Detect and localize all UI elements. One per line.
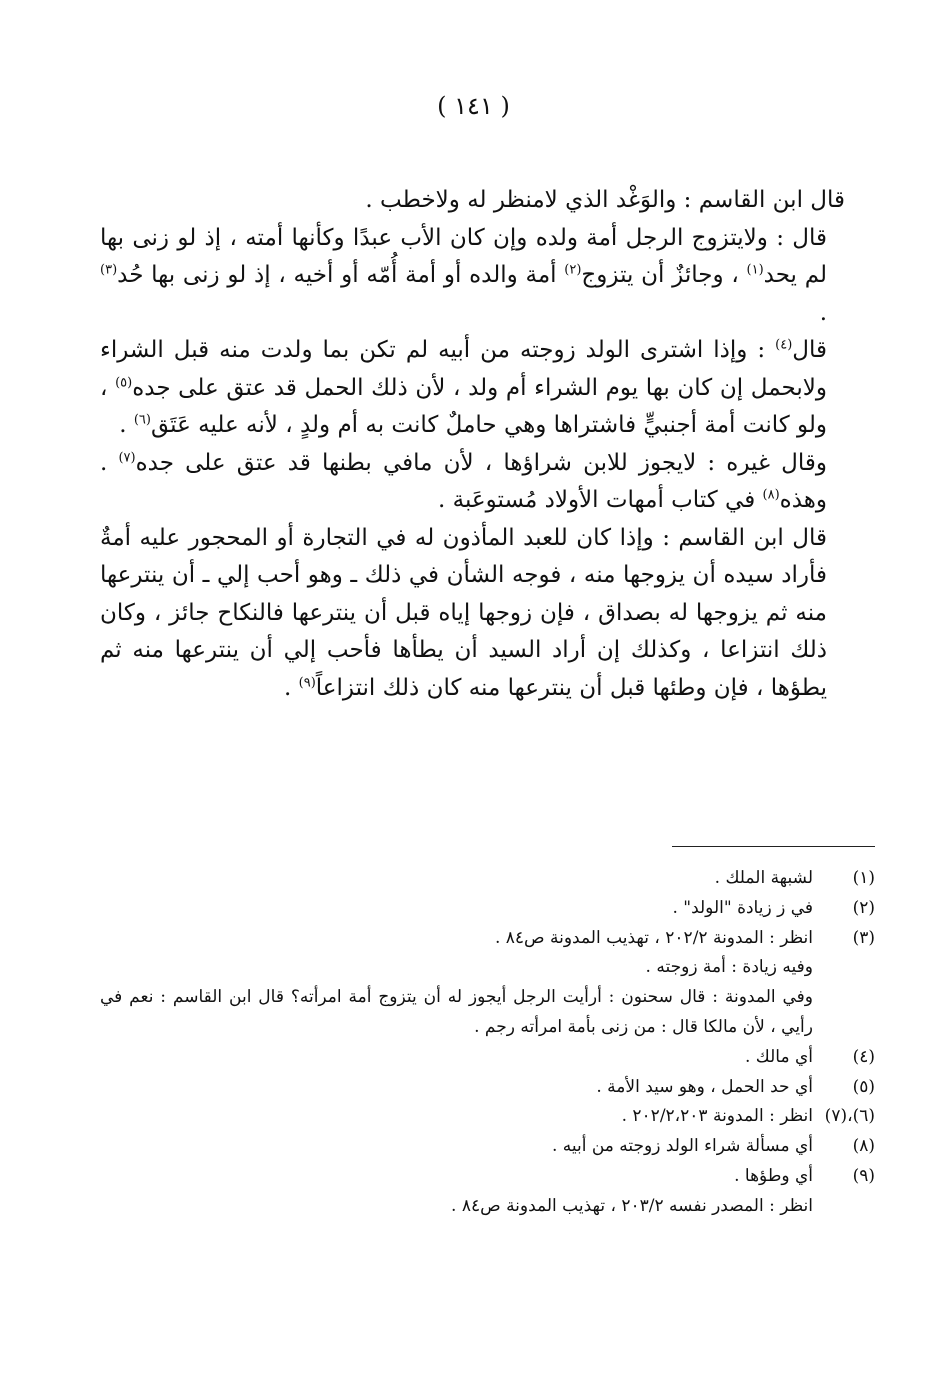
- paragraph: [100, 182, 845, 220]
- footnote-number: (٩): [852, 1165, 875, 1186]
- footnote-ref: (٨): [762, 487, 780, 503]
- page-number: ( ١٤١ ): [437, 92, 510, 120]
- main-text: [100, 182, 845, 707]
- footnote: [100, 1102, 875, 1132]
- footnote-number: (٨): [852, 1136, 875, 1157]
- footnote-text: انظر : المدونة ٢٠٢/٢،٢٠٣ .: [621, 1106, 813, 1127]
- paragraph: [100, 332, 845, 445]
- footnote-ref: (٦): [133, 412, 151, 428]
- text-segment: قال ابن القاسم : وإذا كان للعبد المأذون له في التجارة أو المحجور عليه أمةٌ فأراد سيده أن يزوجها منه ، فوجه الشأن في ذلك ـ وهو أحب إلي ـ أن ينترعها منه ثم يزوجها له بصداق ، فإن زوجها إياه قبل أن ينترعها فالنكاح جائز ، وكان ذلك انتزاعا ، وكذلك إن أراد السيد أن يطأها فأحب إلي أن ينترعها منه ثم يطؤها ، فإن وطئها قبل أن ينترعها منه كان ذلك انتزاعاً: [100, 524, 827, 701]
- footnote-ref: (١): [746, 262, 764, 278]
- footnote-text: في ز زيادة "الولد" .: [672, 897, 813, 918]
- text-segment: : وإذا اشترى الولد زوجته من أبيه لم تكن بما ولدت منه قبل الشراء ولابحمل إن كان بها يوم الشراء أم ولد ، لأن ذلك الحمل قد عتق على جده: [100, 337, 827, 401]
- footnote-ref: (٥): [115, 374, 133, 390]
- footnote: [100, 894, 875, 924]
- footnote-continuation: وفيه زيادة : أمة زوجته .: [645, 957, 813, 978]
- footnote-number: (٦)،(٧): [824, 1106, 875, 1127]
- text-segment: .: [819, 299, 827, 326]
- footnote-separator: [672, 846, 875, 847]
- footnote-text: لشبهة الملك .: [714, 868, 813, 888]
- text-segment: .: [284, 674, 299, 701]
- paragraph: [100, 445, 845, 520]
- text-segment: ، وجائزٌ أن يتزوج: [581, 262, 747, 288]
- footnote-number: (١): [852, 868, 875, 888]
- text-segment: . وهذه: [100, 449, 827, 513]
- footnote-number: (٥): [852, 1076, 875, 1097]
- text-segment: في كتاب أمهات الأولاد مُستوعَبة .: [438, 487, 763, 513]
- footnote-text: أي حد الحمل ، وهو سيد الأمة .: [596, 1076, 813, 1097]
- footnote-number: (٤): [852, 1046, 875, 1067]
- footnote: [100, 864, 875, 894]
- text-segment: ، ولو كانت أمة أجنبيٍّ فاشتراها وهي حاملٌ كانت به أم ولدٍ ، لأنه عليه عَتَق: [100, 374, 827, 438]
- footnote: [100, 1132, 875, 1162]
- footnote: [100, 924, 875, 954]
- footnote-continuation: وفي المدونة : قال سحنون : أرأيت الرجل أيجوز له أن يتزوج أمة امرأته؟ قال ابن القاسم : نعم في رأيي ، لأن مالكا قال : من زنى بأمة امرأته رجم .: [100, 987, 813, 1037]
- paragraph: [100, 520, 845, 708]
- footnote-number: (٣): [852, 927, 875, 948]
- footnote-ref: (٩): [298, 674, 316, 690]
- footnote-ref: (٤): [775, 337, 793, 353]
- text-segment: قال: [792, 337, 827, 363]
- paragraph: [100, 220, 845, 333]
- footnote-ref: (٧): [118, 449, 136, 465]
- footnote: [100, 1073, 875, 1103]
- footnote: [100, 1043, 875, 1073]
- text-segment: أمة والده أو أمة أُمّه أو أخيه ، إذ لو زنى بها حُد: [117, 262, 565, 288]
- text-segment: قال ابن القاسم : والوَغْد الذي لامنظر له ولاخطب .: [365, 187, 845, 213]
- footnote-text: أي وطؤها .: [734, 1165, 813, 1186]
- footnote-text: انظر : المدونة ٢٠٢/٢ ، تهذيب المدونة ص٨٤ .: [494, 927, 813, 948]
- text-segment: قال : ولايتزوج الرجل أمة ولده وإن كان الأب عبدًا وكأنها أمته ، إذ لو زنى بها لم يحد: [100, 224, 828, 288]
- footnote-text: أي مالك .: [744, 1046, 813, 1067]
- footnote-continuation: انظر : المصدر نفسه ٢٠٣/٢ ، تهذيب المدونة ص٨٤ .: [451, 1195, 813, 1216]
- footnote-text: أي مسألة شراء الولد زوجته من أبيه .: [551, 1136, 813, 1157]
- footnote-ref: (٣): [100, 262, 118, 278]
- text-segment: وقال غيره : لايجوز للابن شراؤها ، لأن مافي بطنها قد عتق على جده: [135, 449, 827, 476]
- footnote: [100, 1162, 875, 1192]
- footnotes: [100, 864, 875, 1222]
- footnote-ref: (٢): [564, 262, 582, 278]
- footnote-number: (٢): [852, 897, 875, 918]
- text-segment: .: [119, 412, 134, 438]
